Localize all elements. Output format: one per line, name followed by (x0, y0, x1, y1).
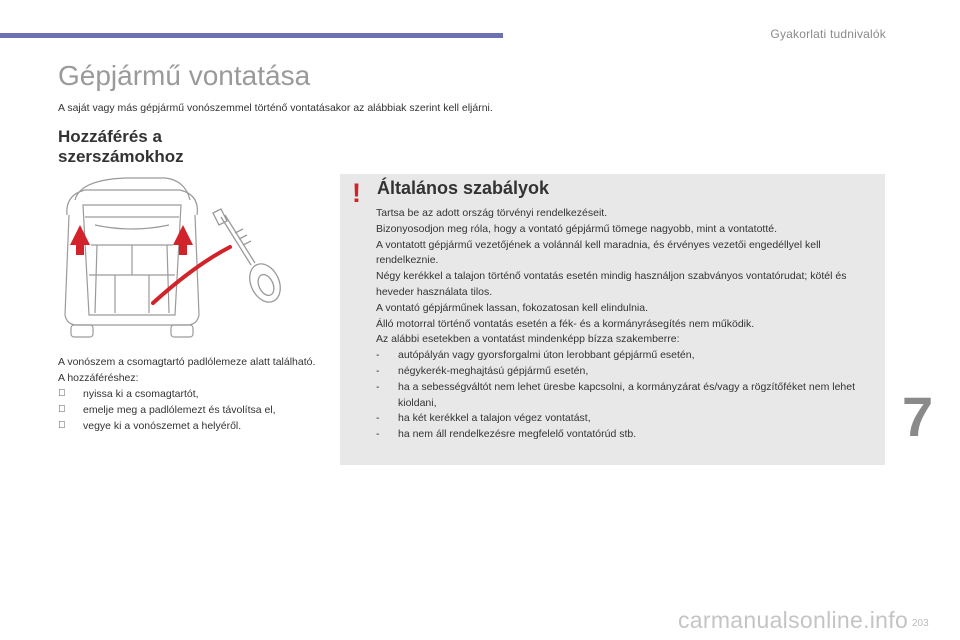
trunk-illustration (55, 175, 300, 345)
list-item (376, 348, 881, 364)
list-item (58, 386, 318, 402)
case-text: ha két kerékkel a talajon végez vontatást, (398, 412, 591, 425)
rule-paragraph: Az alábbi esetekben a vontatást mindenképp bízza szakemberre: (376, 333, 680, 346)
case-text: ha a sebességváltót nem lehet üresbe kapcsolni, a kormányzárat és/vagy a rögzítőféket nem lehet kioldani, (398, 380, 856, 409)
access-heading-line1: Hozzáférés a (58, 127, 162, 146)
intro-text: A saját vagy más gépjármű vonószemmel történő vontatásakor az alábbiak szerint kell eljárni. (58, 102, 493, 114)
bullet-icon (58, 402, 66, 418)
warning-icon: ! (352, 178, 361, 208)
access-heading (58, 127, 258, 167)
list-item (58, 418, 318, 434)
tow-eye-icon (213, 209, 286, 307)
access-text-line1: A vonószem a csomagtartó padlólemeze alatt található. (58, 356, 316, 368)
dash-mark: - (376, 428, 380, 441)
case-text: ha nem áll rendelkezésre megfelelő vontatórúd stb. (398, 428, 637, 441)
access-text-line2: A hozzáféréshez: (58, 372, 139, 384)
list-item (58, 402, 318, 418)
trunk-tow-eye-drawing (55, 175, 300, 345)
rule-paragraph: Álló motorral történő vontatás esetén a fék- és a kormányrásegítés nem működik. (376, 317, 755, 330)
section-title: Gyakorlati tudnivalók (770, 27, 886, 41)
dash-mark: - (376, 380, 380, 393)
bullet-icon (58, 386, 66, 402)
step-text: emelje meg a padlólemezt és távolítsa el, (83, 404, 276, 416)
dash-mark: - (376, 364, 380, 377)
special-cases-list (376, 348, 881, 443)
access-steps (58, 386, 318, 434)
dash-mark: - (376, 349, 380, 362)
chapter-number: 7 (902, 385, 934, 448)
rule-paragraph: A vontató gépjárműnek lassan, fokozatosan kell elindulnia. (376, 301, 649, 314)
case-text: négykerék-meghajtású gépjármű esetén, (398, 364, 589, 377)
watermark: carmanualsonline.info (678, 607, 909, 633)
rule-paragraph: A vontatott gépjármű vezetőjének a volánnál kell maradnia, és érvényes vezetői engedéllyel kell rendelkeznie. (376, 238, 821, 267)
list-item (376, 380, 881, 412)
access-instructions (58, 354, 318, 434)
dash-mark: - (376, 412, 380, 425)
general-rules-box (340, 174, 885, 465)
rule-paragraph: Bizonyosodjon meg róla, hogy a vontató gépjármű tömege nagyobb, mint a vontatotté. (376, 222, 777, 235)
step-text: vegye ki a vonószemet a helyéről. (83, 420, 242, 432)
access-heading-line2: szerszámokhoz (58, 147, 184, 166)
rule-paragraph: Tartsa be az adott ország törvényi rendelkezéseit. (376, 207, 608, 219)
header-accent-bar (0, 33, 503, 38)
list-item (376, 411, 881, 427)
list-item (376, 364, 881, 380)
rules-body (376, 206, 881, 443)
page-title: Gépjármű vontatása (58, 60, 311, 91)
rule-paragraph: Négy kerékkel a talajon történő vontatás esetén mindig használjon szabványos vontatórudat; kötél és heveder használata tilos. (376, 270, 847, 298)
bullet-icon (58, 418, 66, 434)
rules-title: Általános szabályok (377, 178, 550, 198)
step-text: nyissa ki a csomagtartót, (83, 388, 199, 400)
page-number: 203 (912, 618, 929, 629)
case-text: autópályán vagy gyorsforgalmi úton lerobbant gépjármű esetén, (398, 349, 695, 362)
list-item (376, 427, 881, 443)
